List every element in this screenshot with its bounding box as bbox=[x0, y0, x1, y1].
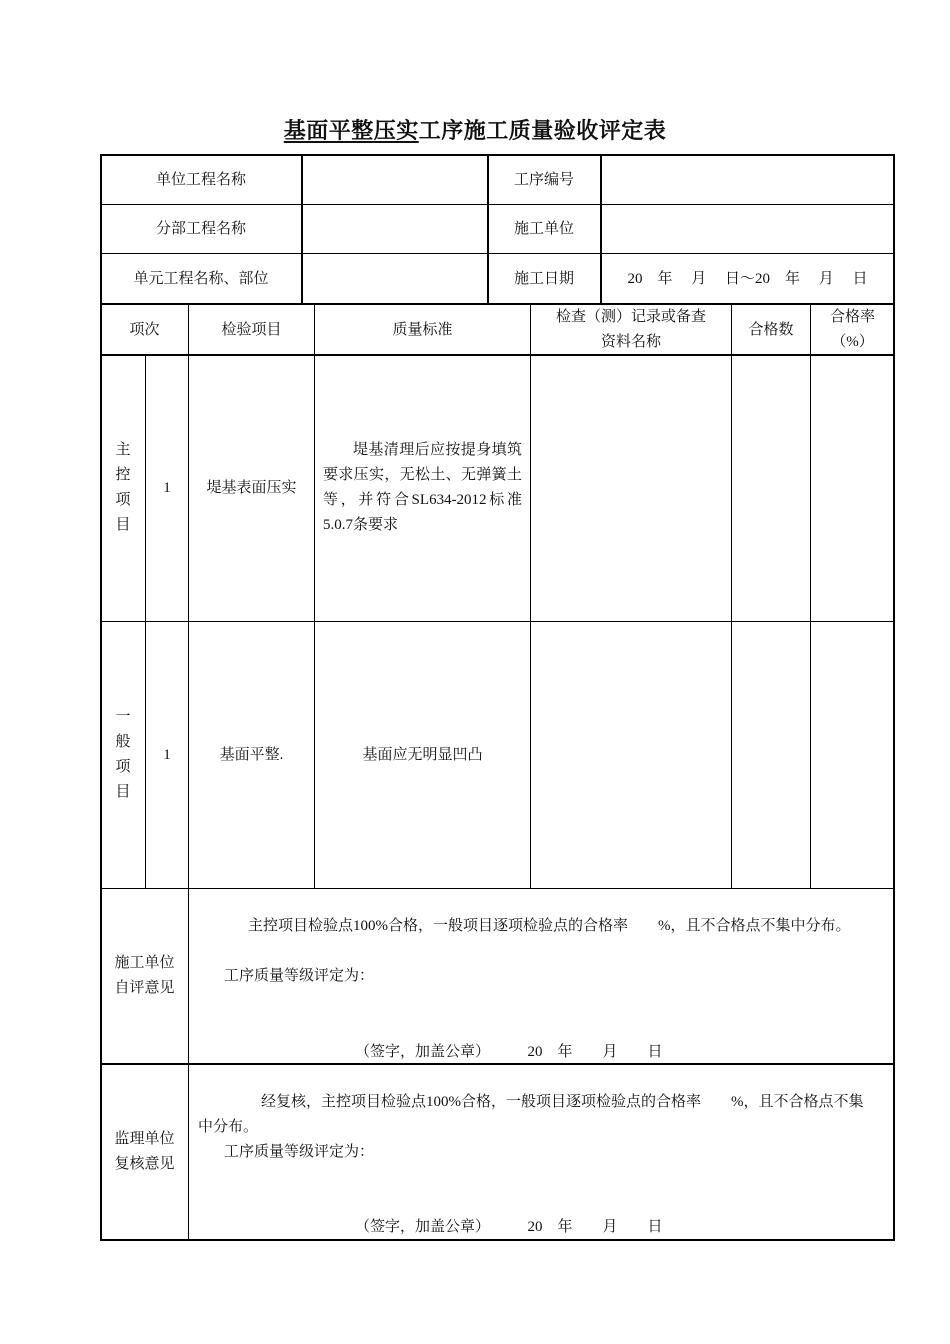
general-count[interactable] bbox=[732, 622, 810, 888]
category-char: 目 bbox=[115, 517, 131, 533]
col-header-rate-line2: （%） bbox=[831, 333, 874, 350]
main-control-standard: 堤基清理后应按提身填筑要求压实，无松土、无弹簧土等，并符合SL634-2012标准5.0.7条要求 bbox=[323, 442, 522, 533]
main-control-record[interactable] bbox=[531, 355, 731, 621]
category-char: 主 bbox=[115, 442, 131, 458]
general-rate[interactable] bbox=[811, 622, 894, 888]
process-no-label: 工序编号 bbox=[513, 171, 574, 188]
supervision-signature: （签字，加盖公章） 20 年 月 日 bbox=[355, 1219, 663, 1235]
main-control-rate[interactable] bbox=[811, 355, 894, 621]
supervision-grade: 工序质量等级评定为： bbox=[224, 1144, 375, 1160]
title-underlined-part: 基面平整压实 bbox=[283, 118, 419, 143]
col-header-rate bbox=[811, 305, 894, 354]
supervision-label-line2: 复核意见 bbox=[114, 1156, 175, 1172]
self-eval-grade: 工序质量等级评定为： bbox=[224, 968, 375, 984]
main-control-category bbox=[101, 355, 145, 621]
self-eval-text: 主控项目检验点100%合格，一般项目逐项检验点的合格率 %，且不合格点不集中分布。 bbox=[248, 918, 851, 934]
main-control-no: 1 bbox=[163, 480, 171, 496]
element-label: 单元工程名称、部位 bbox=[133, 270, 269, 287]
date-field[interactable]: 20 年 月 日～20 年 月 日 bbox=[627, 270, 868, 287]
category-char: 项 bbox=[115, 492, 131, 508]
division-field[interactable] bbox=[302, 205, 487, 253]
supervision-text: 经复核，主控项目检验点100%合格，一般项目逐项检验点的合格率 %，且不合格点不集中分布。 bbox=[198, 1094, 864, 1135]
general-item: 基面平整. bbox=[219, 747, 284, 763]
self-eval-label-line1: 施工单位 bbox=[114, 955, 175, 971]
col-header-quality-standard: 质量标准 bbox=[392, 321, 453, 338]
col-header-item-no: 项次 bbox=[129, 321, 160, 338]
self-eval-signature: （签字，加盖公章） 20 年 月 日 bbox=[355, 1044, 663, 1060]
col-header-record-line1: 检查（测）记录或备查 bbox=[555, 308, 706, 325]
col-header-record bbox=[531, 305, 731, 354]
date-label: 施工日期 bbox=[513, 270, 574, 287]
self-eval-label-line2: 自评意见 bbox=[114, 980, 175, 996]
general-record[interactable] bbox=[531, 622, 731, 888]
general-no: 1 bbox=[163, 747, 171, 763]
col-header-qualified-count: 合格数 bbox=[748, 321, 794, 338]
category-char: 项 bbox=[115, 759, 131, 775]
col-header-rate-line1: 合格率 bbox=[829, 308, 875, 325]
construction-unit-label: 施工单位 bbox=[513, 221, 574, 237]
category-char: 控 bbox=[115, 467, 131, 483]
main-control-item: 堤基表面压实 bbox=[206, 480, 297, 496]
main-control-count[interactable] bbox=[732, 355, 810, 621]
element-field[interactable] bbox=[302, 254, 487, 303]
col-header-record-line2: 资料名称 bbox=[600, 333, 661, 350]
category-char: 目 bbox=[115, 784, 131, 800]
unit-project-label: 单位工程名称 bbox=[155, 171, 246, 188]
main-control-standard-cell bbox=[315, 355, 530, 621]
col-header-inspection-item: 检验项目 bbox=[221, 321, 282, 338]
row-divider bbox=[101, 1063, 894, 1065]
division-label: 分部工程名称 bbox=[155, 221, 246, 237]
title-rest: 工序施工质量验收评定表 bbox=[418, 118, 667, 143]
category-char: 般 bbox=[115, 734, 131, 750]
process-no-field[interactable] bbox=[601, 155, 894, 204]
general-standard: 基面应无明显凹凸 bbox=[362, 747, 483, 763]
construction-unit-field[interactable] bbox=[601, 205, 894, 253]
self-eval-label bbox=[101, 889, 188, 1063]
row-divider bbox=[101, 888, 894, 889]
category-char: 一 bbox=[115, 709, 131, 725]
page-title bbox=[0, 114, 950, 145]
supervision-label bbox=[101, 1064, 188, 1240]
general-category bbox=[101, 622, 145, 888]
supervision-label-line1: 监理单位 bbox=[114, 1131, 175, 1147]
unit-project-field[interactable] bbox=[302, 155, 487, 204]
